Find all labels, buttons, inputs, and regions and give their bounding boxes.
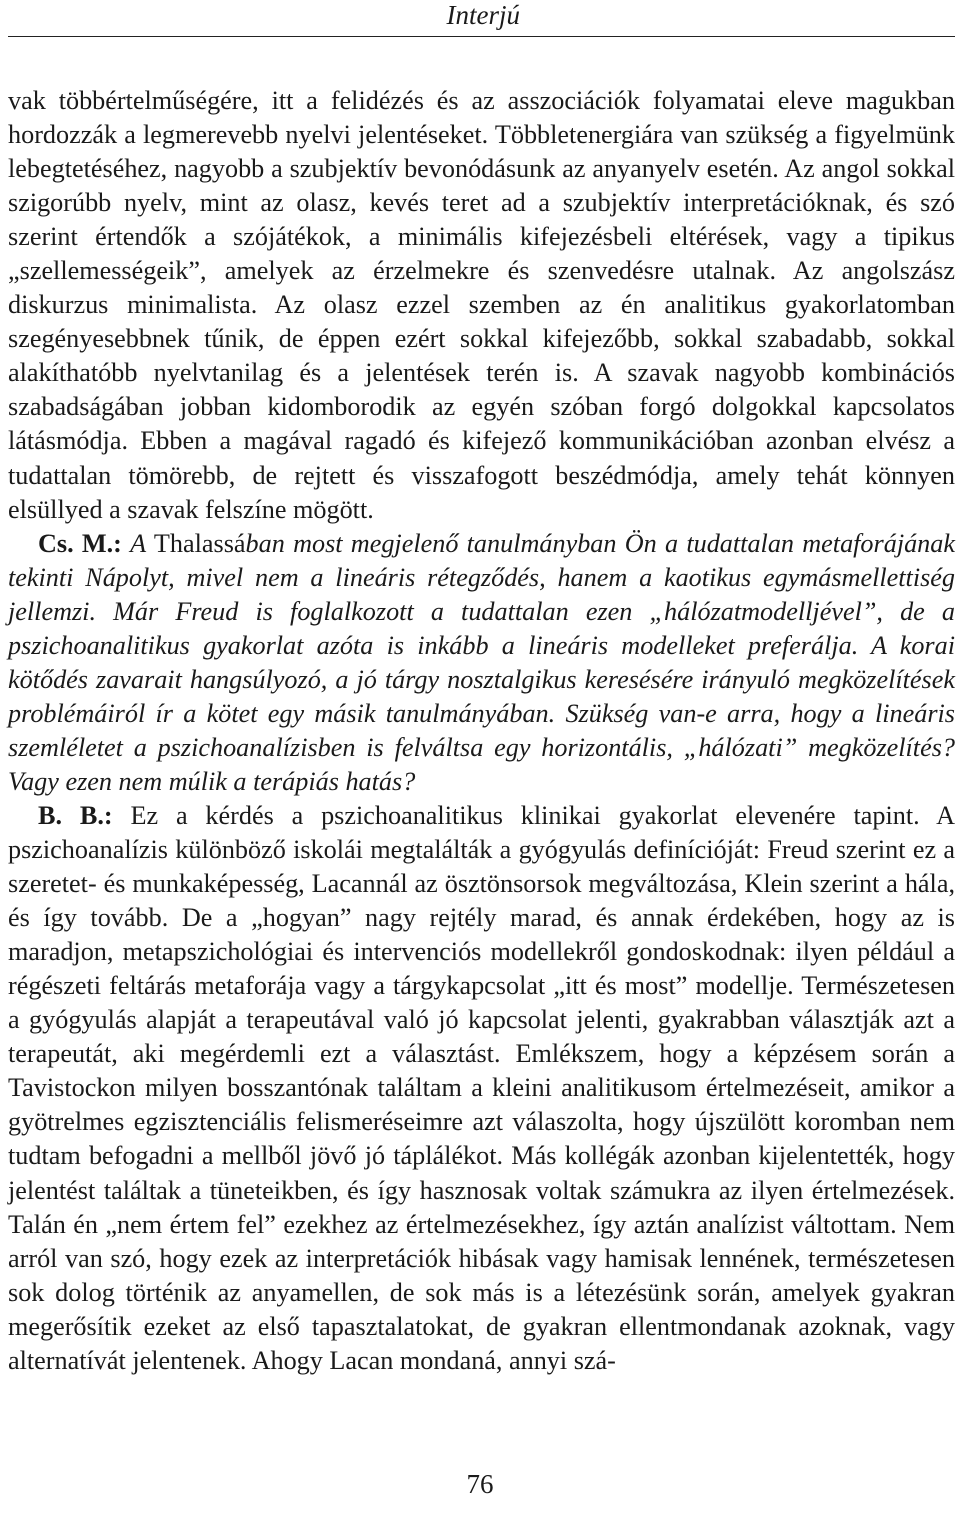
question-text: ban most megjelenő tanulmányban Ön a tudattalan metaforájának tekinti Nápolyt, mivel nem a lineáris rétegződés, hanem a kaotikus egymásmellettiség jellemzi. Már Freud is foglalkozott a tudattalan ezen „hálózatmodelljével”, de a pszichoanalitikus gyakorlat azóta is inkább a lineáris modelleket preferálja. A korai kötődés zavarait hangsúlyozó, a jó tárgy nosztalgikus keresésére irányuló megközelítések problémáiról ír a kötet egy másik tanulmányában. Szükség van-e arra, hogy a lineáris szemléletet a pszichoanalízisben is felváltsa egy horizontális, „hálózati” megközelítés? Vagy ezen nem múlik a terápiás hatás?	[8, 528, 955, 796]
page-number: 76	[466, 1469, 494, 1499]
answer-speaker: B. B.:	[38, 800, 113, 830]
header-rule	[8, 36, 955, 37]
interview-question	[8, 527, 955, 799]
journal-title: Thalassá	[153, 528, 246, 558]
page-body	[8, 84, 955, 1378]
interview-answer	[8, 799, 955, 1378]
answer-text: Ez a kérdés a pszichoanalitikus klinikai gyakorlat elevenére tapint. A pszichoanalízis különböző iskolái megtalálták a gyógyulás definícióját: Freud szerint ez a szeretet- és munkaképesség, Lacannál az ösztönsorsok megváltozása, Klein szerint a hála, és így tovább. De a „hogyan” nagy rejtély marad, és annak érdekében, hogy az is maradjon, metapszichológiai és intervenciós modellekről gondoskodnak: ilyen például a régészeti feltárás metaforája vagy a tárgykapcsolat „itt és most” modellje. Természetesen a gyógyulás alapját a terapeutával való jó kapcsolat jelenti, gyakrabban választják azt a terapeutát, aki megérdemli ezt a választást. Emlékszem, hogy a képzésem során a Tavistockon milyen bosszantónak találtam a kleini analitikusom értelmezéseit, amikor a gyötrelmes egzisztenciális felismeréseimre azt válaszolta, hogy újszülött koromban nem tudtam befogadni a mellből jövő jó táplálékot. Más kollégák azonban kijelentették, hogy jelentést találtak a tüneteikben, és így hasznosak voltak számukra az ilyen értelmezések. Talán én „nem értem fel” ezekhez az értelmezésekhez, így aztán analízist váltottam. Nem arról van szó, hogy ezek az interpretációk hibásak vagy hamisak lennének, természetesen sok dolog történik az anyamellen, de sok más is a létezésünk során, amelyek gyakran megerősítik ezeket az első tapasztalatokat, de gyakran ellentmondanak azoknak, vagy alternatívát jelentenek. Ahogy Lacan mondaná, annyi szá-	[8, 800, 956, 1375]
question-text-start: A	[130, 528, 147, 558]
running-header-title: Interjú	[446, 0, 520, 30]
paragraph-continuation: vak többértelműségére, itt a felidézés és az asszociációk folyamatai eleve magukban hordozzák a legmerevebb nyelvi jelentéseket. Többletenergiára van szükség a figyelmünk lebegtetéséhez, nagyobb a szubjektív bevonódásunk az anyanyelv esetén. Az angol sokkal szigorúbb nyelv, mint az olasz, kevés teret ad a szubjektív interpretációknak, és szó szerint értendők a szójátékok, a minimális kifejezésbeli eltérések, vagy a tipikus „szellemességeik”, amelyek az érzelmekre és szenvedésre utalnak. Az angolszász diskurzus minimalista. Az olasz ezzel szemben az én analitikus gyakorlatomban szegényesebbnek tűnik, de éppen ezért sokkal kifejezőbb, sokkal szabadabb, sokkal alakíthatóbb nyelvtanilag és a jelentések terén is. A szavak nagyobb kombinációs szabadságában jobban kidomborodik az egyén szóban forgó dolgokkal kapcsolatos látásmódja. Ebben a magával ragadó és kifejező kommunikációban azonban elvész a tudattalan tömörebb, de rejtett és visszafogott beszédmódja, amely tehát könnyen elsüllyed a szavak felszíne mögött.	[8, 86, 955, 524]
question-speaker: Cs. M.:	[38, 528, 122, 558]
